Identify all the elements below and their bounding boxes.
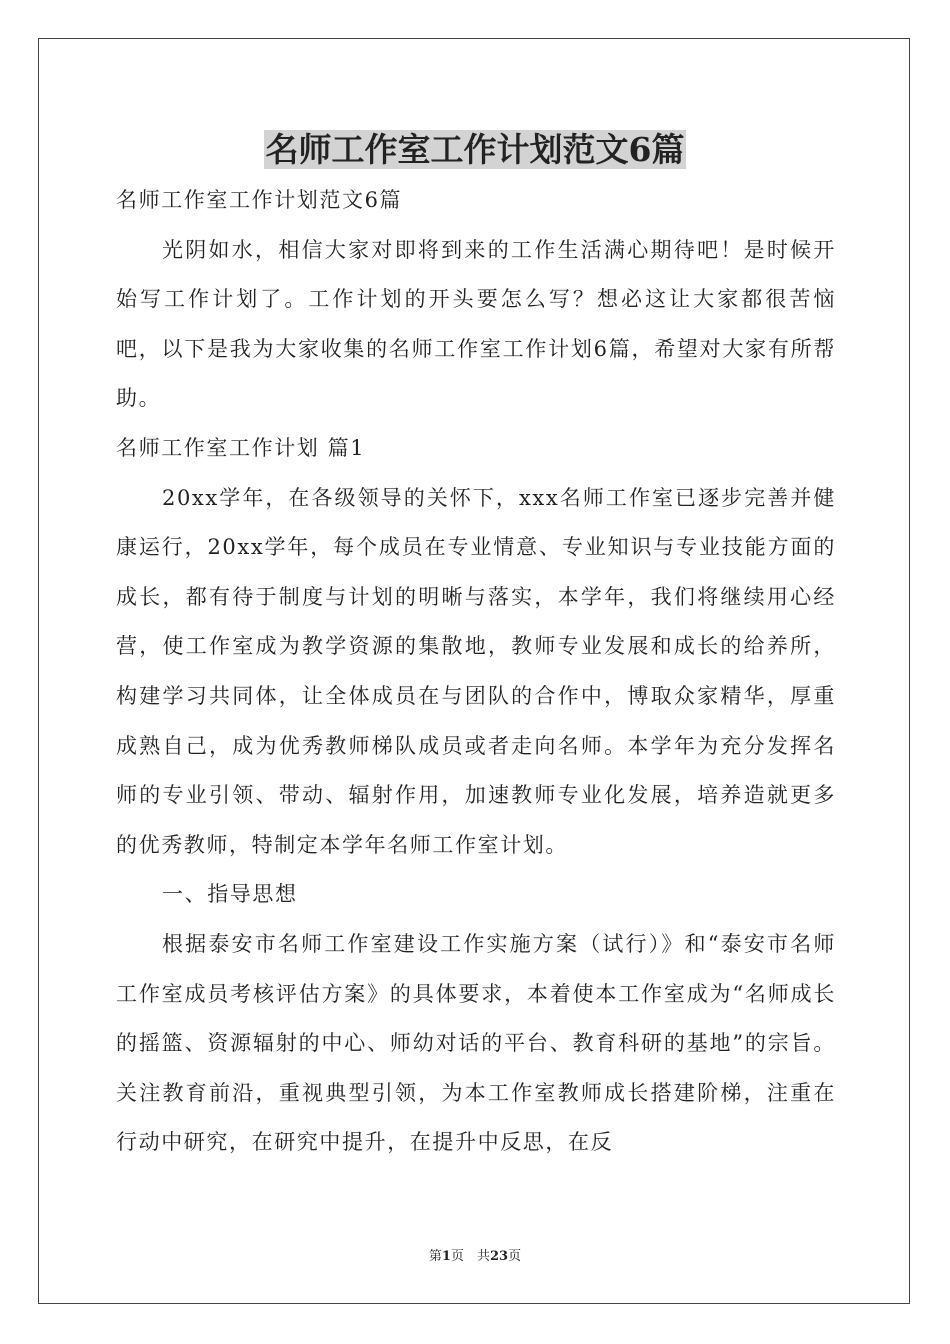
paragraph: 20xx学年，在各级领导的关怀下，xxx名师工作室已逐步完善并健康运行，20xx学年，每个成员在专业情意、专业知识与专业技能方面的成长，都有待于制度与计划的明晰与落实，本学年，我们将继续用心经营，使工作室成为教学资源的集散地，教师专业发展和成长的给养所，构建学习共同体，让全体成员在与团队的合作中，博取众家精华，厚重成熟自己，成为优秀教师梯队成员或者走向名师。本学年为充分发挥名师的专业引领、带动、辐射作用，加速教师专业化发展，培养造就更多的优秀教师，特制定本学年名师工作室计划。 xyxy=(116,485,836,857)
footer-page-prefix: 第 xyxy=(428,1249,442,1264)
footer-page-mid: 页 共 xyxy=(450,1249,490,1264)
paragraph: 光阴如水，相信大家对即将到来的工作生活满心期待吧！是时候开始写工作计划了。工作计划的开头要怎么写？想必这让大家都很苦恼吧，以下是我为大家收集的名师工作室工作计划6篇，希望对大家有所帮助。 xyxy=(116,237,836,411)
document-title xyxy=(0,128,950,172)
page-footer xyxy=(0,1248,950,1266)
footer-page-current: 1 xyxy=(441,1249,451,1264)
section-heading: 一、指导思想 xyxy=(162,882,298,907)
paragraph: 名师工作室工作计划 篇1 xyxy=(116,435,366,460)
document-body xyxy=(116,176,836,1168)
paragraph: 名师工作室工作计划范文6篇 xyxy=(116,188,403,212)
footer-page-suffix: 页 xyxy=(508,1249,522,1264)
paragraph: 根据泰安市名师工作室建设工作实施方案（试行）》和“泰安市名师工作室成员考核评估方案》的具体要求，本着使本工作室成为“名师成长的摇篮、资源辐射的中心、师幼对话的平台、教育科研的基地”的宗旨。关注教育前沿，重视典型引领，为本工作室教师成长搭建阶梯，注重在行动中研究，在研究中提升，在提升中反思，在反 xyxy=(116,931,836,1155)
footer-page-total: 23 xyxy=(489,1249,509,1264)
document-title-text: 名师工作室工作计划范文6篇 xyxy=(265,130,685,169)
